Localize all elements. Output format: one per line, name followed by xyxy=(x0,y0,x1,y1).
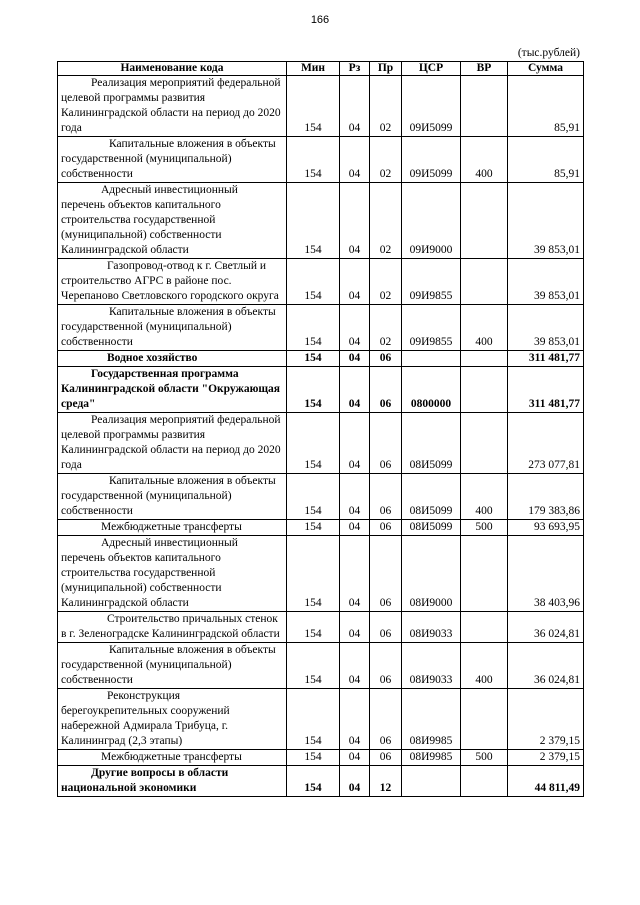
table-row xyxy=(58,536,584,612)
cell-pr: 06 xyxy=(370,474,402,520)
cell-name: Государственная программа Калининградской области "Окружающая среда" xyxy=(58,367,287,413)
cell-rz: 04 xyxy=(340,750,370,766)
cell-csr: 08И9000 xyxy=(402,536,461,612)
cell-name: Газопровод-отвод к г. Светлый и строительство АГРС в районе пос. Черепаново Светловского городского округа xyxy=(58,259,287,305)
table-row xyxy=(58,259,584,305)
cell-vr xyxy=(461,689,508,750)
cell-min: 154 xyxy=(287,766,340,797)
cell-rz: 04 xyxy=(340,612,370,643)
cell-name: Капитальные вложения в объекты государственной (муниципальной) собственности xyxy=(58,305,287,351)
cell-min: 154 xyxy=(287,536,340,612)
cell-min: 154 xyxy=(287,689,340,750)
table-row xyxy=(58,413,584,474)
cell-csr: 08И9033 xyxy=(402,612,461,643)
cell-csr: 08И5099 xyxy=(402,520,461,536)
table-row xyxy=(58,351,584,367)
cell-min: 154 xyxy=(287,643,340,689)
cell-rz: 04 xyxy=(340,413,370,474)
cell-pr: 02 xyxy=(370,137,402,183)
cell-min: 154 xyxy=(287,259,340,305)
cell-vr xyxy=(461,259,508,305)
table-row xyxy=(58,183,584,259)
cell-rz: 04 xyxy=(340,367,370,413)
cell-name: Капитальные вложения в объекты государственной (муниципальной) собственности xyxy=(58,137,287,183)
table-row xyxy=(58,689,584,750)
page-number: 166 xyxy=(310,14,330,26)
cell-min: 154 xyxy=(287,413,340,474)
cell-csr: 08И5099 xyxy=(402,474,461,520)
cell-sum: 36 024,81 xyxy=(508,643,584,689)
cell-sum: 311 481,77 xyxy=(508,351,584,367)
cell-pr: 06 xyxy=(370,351,402,367)
cell-rz: 04 xyxy=(340,76,370,137)
header-sum: Сумма xyxy=(508,62,584,76)
cell-sum: 2 379,15 xyxy=(508,750,584,766)
table-row xyxy=(58,76,584,137)
cell-min: 154 xyxy=(287,520,340,536)
cell-sum: 85,91 xyxy=(508,137,584,183)
cell-name: Капитальные вложения в объекты государственной (муниципальной) собственности xyxy=(58,643,287,689)
table-row xyxy=(58,766,584,797)
cell-name: Адресный инвестиционный перечень объектов капитального строительства государственной (муниципальной) собственности Калининградской области xyxy=(58,536,287,612)
table-row xyxy=(58,750,584,766)
cell-vr: 500 xyxy=(461,750,508,766)
header-vr: ВР xyxy=(461,62,508,76)
table-row xyxy=(58,137,584,183)
cell-pr: 06 xyxy=(370,536,402,612)
cell-csr: 09И5099 xyxy=(402,76,461,137)
table-row xyxy=(58,474,584,520)
cell-vr: 400 xyxy=(461,137,508,183)
cell-sum: 85,91 xyxy=(508,76,584,137)
cell-min: 154 xyxy=(287,183,340,259)
cell-vr: 500 xyxy=(461,520,508,536)
unit-label: (тыс.рублей) xyxy=(517,47,580,59)
cell-csr: 08И5099 xyxy=(402,413,461,474)
cell-pr: 06 xyxy=(370,750,402,766)
cell-vr: 400 xyxy=(461,643,508,689)
cell-sum: 273 077,81 xyxy=(508,413,584,474)
cell-name: Реализация мероприятий федеральной целевой программы развития Калининградской области на период до 2020 года xyxy=(58,413,287,474)
cell-min: 154 xyxy=(287,612,340,643)
table-row xyxy=(58,305,584,351)
cell-min: 154 xyxy=(287,367,340,413)
cell-csr xyxy=(402,351,461,367)
cell-vr xyxy=(461,367,508,413)
cell-name: Другие вопросы в области национальной экономики xyxy=(58,766,287,797)
cell-csr: 09И9000 xyxy=(402,183,461,259)
cell-pr: 06 xyxy=(370,367,402,413)
cell-pr: 06 xyxy=(370,612,402,643)
cell-csr: 09И9855 xyxy=(402,305,461,351)
cell-name: Адресный инвестиционный перечень объектов капитального строительства государственной (муниципальной) собственности Калининградской области xyxy=(58,183,287,259)
cell-rz: 04 xyxy=(340,643,370,689)
cell-pr: 02 xyxy=(370,183,402,259)
cell-sum: 44 811,49 xyxy=(508,766,584,797)
cell-vr xyxy=(461,536,508,612)
cell-sum: 2 379,15 xyxy=(508,689,584,750)
table-row xyxy=(58,612,584,643)
cell-pr: 06 xyxy=(370,520,402,536)
cell-csr xyxy=(402,766,461,797)
cell-rz: 04 xyxy=(340,259,370,305)
cell-name: Реализация мероприятий федеральной целевой программы развития Калининградской области на период до 2020 года xyxy=(58,76,287,137)
cell-rz: 04 xyxy=(340,766,370,797)
cell-csr: 0800000 xyxy=(402,367,461,413)
cell-pr: 06 xyxy=(370,643,402,689)
cell-name: Водное хозяйство xyxy=(58,351,287,367)
cell-sum: 38 403,96 xyxy=(508,536,584,612)
cell-min: 154 xyxy=(287,750,340,766)
cell-pr: 06 xyxy=(370,689,402,750)
header-csr: ЦСР xyxy=(402,62,461,76)
header-rz: Рз xyxy=(340,62,370,76)
cell-pr: 02 xyxy=(370,76,402,137)
cell-min: 154 xyxy=(287,137,340,183)
cell-vr xyxy=(461,76,508,137)
cell-pr: 02 xyxy=(370,305,402,351)
cell-name: Капитальные вложения в объекты государственной (муниципальной) собственности xyxy=(58,474,287,520)
cell-vr xyxy=(461,351,508,367)
cell-name: Реконструкция берегоукрепительных сооружений набережной Адмирала Трибуца, г. Калининград (2,3 этапы) xyxy=(58,689,287,750)
cell-csr: 09И5099 xyxy=(402,137,461,183)
cell-vr xyxy=(461,413,508,474)
cell-sum: 311 481,77 xyxy=(508,367,584,413)
table-row xyxy=(58,643,584,689)
cell-min: 154 xyxy=(287,474,340,520)
cell-sum: 39 853,01 xyxy=(508,259,584,305)
cell-min: 154 xyxy=(287,351,340,367)
cell-min: 154 xyxy=(287,305,340,351)
table-row xyxy=(58,367,584,413)
cell-min: 154 xyxy=(287,76,340,137)
cell-csr: 08И9033 xyxy=(402,643,461,689)
header-row xyxy=(58,62,584,76)
cell-rz: 04 xyxy=(340,305,370,351)
cell-pr: 02 xyxy=(370,259,402,305)
cell-name: Межбюджетные трансферты xyxy=(58,520,287,536)
cell-name: Межбюджетные трансферты xyxy=(58,750,287,766)
header-min: Мин xyxy=(287,62,340,76)
cell-rz: 04 xyxy=(340,474,370,520)
cell-sum: 39 853,01 xyxy=(508,183,584,259)
budget-table xyxy=(57,61,584,797)
cell-sum: 93 693,95 xyxy=(508,520,584,536)
cell-sum: 36 024,81 xyxy=(508,612,584,643)
cell-sum: 39 853,01 xyxy=(508,305,584,351)
cell-rz: 04 xyxy=(340,689,370,750)
cell-csr: 08И9985 xyxy=(402,689,461,750)
table-body xyxy=(58,76,584,797)
table-row xyxy=(58,520,584,536)
cell-rz: 04 xyxy=(340,137,370,183)
cell-csr: 08И9985 xyxy=(402,750,461,766)
cell-rz: 04 xyxy=(340,183,370,259)
cell-vr xyxy=(461,766,508,797)
cell-sum: 179 383,86 xyxy=(508,474,584,520)
header-name: Наименование кода xyxy=(58,62,287,76)
cell-name: Строительство причальных стенок в г. Зеленоградске Калининградской области xyxy=(58,612,287,643)
cell-csr: 09И9855 xyxy=(402,259,461,305)
cell-rz: 04 xyxy=(340,520,370,536)
cell-rz: 04 xyxy=(340,351,370,367)
cell-pr: 06 xyxy=(370,413,402,474)
cell-rz: 04 xyxy=(340,536,370,612)
cell-vr: 400 xyxy=(461,305,508,351)
cell-pr: 12 xyxy=(370,766,402,797)
cell-vr: 400 xyxy=(461,474,508,520)
cell-vr xyxy=(461,612,508,643)
cell-vr xyxy=(461,183,508,259)
header-pr: Пр xyxy=(370,62,402,76)
